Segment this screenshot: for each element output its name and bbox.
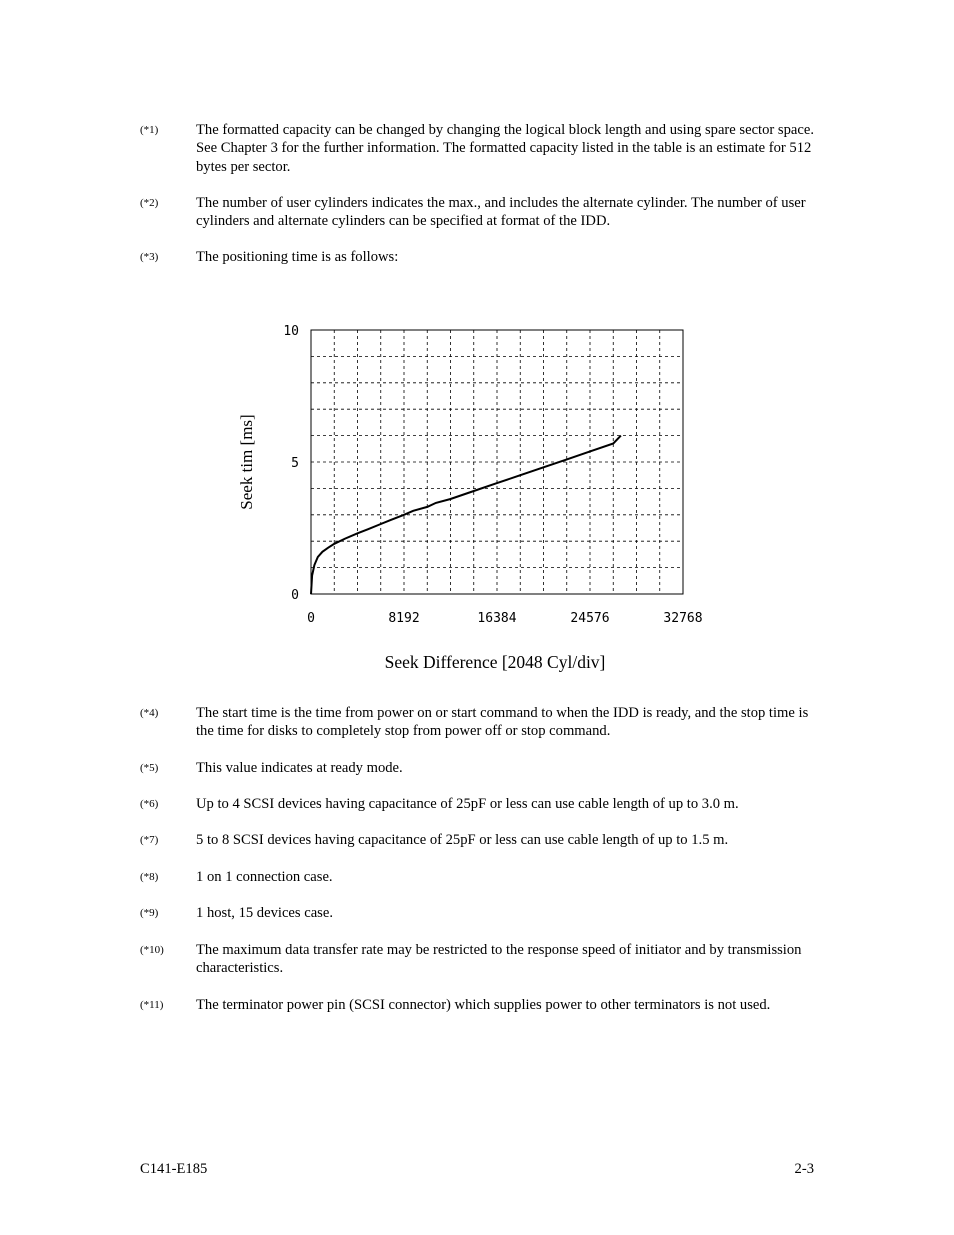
- note-text: The maximum data transfer rate may be restricted to the response speed of initiator and by transmission characteristics.: [196, 942, 802, 977]
- note-marker: (*5): [140, 762, 159, 774]
- x-tick-label: 16384: [477, 611, 517, 626]
- note-text: The terminator power pin (SCSI connector) which supplies power to other terminators is not used.: [196, 997, 771, 1013]
- x-tick-label: 32768: [663, 611, 703, 626]
- note-marker: (*4): [140, 707, 159, 719]
- x-tick-label: 0: [307, 611, 315, 626]
- note-marker: (*11): [140, 999, 164, 1011]
- seek-time-chart: [220, 310, 740, 690]
- note-text: 1 host, 15 devices case.: [196, 905, 333, 921]
- note-text: The start time is the time from power on or start command to when the IDD is ready, and the stop time is the time for disks to completely stop from power off or stop command.: [196, 705, 809, 740]
- y-tick-label: 0: [291, 588, 299, 603]
- seek-time-chart-svg: [220, 310, 740, 690]
- note-marker: (*3): [140, 251, 159, 263]
- note-marker: (*9): [140, 907, 159, 919]
- note-text: The formatted capacity can be changed by changing the logical block length and using spare sector space. See Chapter 3 for the further information. The formatted capacity listed in the table is an estimate for 512 bytes per sector.: [196, 122, 814, 175]
- note-text: Up to 4 SCSI devices having capacitance of 25pF or less can use cable length of up to 3.0 m.: [196, 796, 739, 812]
- note-marker: (*8): [140, 871, 159, 883]
- x-axis-label: Seek Difference [2048 Cyl/div]: [384, 652, 606, 672]
- note-text: 5 to 8 SCSI devices having capacitance of 25pF or less can use cable length of up to 1.5 m.: [196, 832, 729, 848]
- note-text: This value indicates at ready mode.: [196, 760, 403, 776]
- chart-grid: [311, 330, 683, 594]
- note-text: 1 on 1 connection case.: [196, 869, 333, 885]
- x-tick-labels: [307, 611, 702, 626]
- note-text: The number of user cylinders indicates the max., and includes the alternate cylinder. The number of user cylinders and alternate cylinders can be specified at format of the IDD.: [196, 195, 806, 230]
- y-tick-label: 10: [283, 324, 299, 339]
- x-tick-label: 24576: [570, 611, 610, 626]
- note-marker: (*2): [140, 197, 159, 209]
- note-marker: (*7): [140, 834, 159, 846]
- document-id: C141-E185: [140, 1161, 208, 1177]
- note-text: The positioning time is as follows:: [196, 249, 399, 265]
- note-marker: (*1): [140, 124, 159, 136]
- note-marker: (*6): [140, 798, 159, 810]
- y-tick-label: 5: [291, 456, 299, 471]
- note-marker: (*10): [140, 944, 164, 956]
- y-tick-labels: [283, 324, 299, 603]
- x-tick-label: 8192: [388, 611, 420, 626]
- y-axis-label: Seek tim [ms]: [237, 414, 256, 510]
- page-number: 2-3: [794, 1161, 814, 1177]
